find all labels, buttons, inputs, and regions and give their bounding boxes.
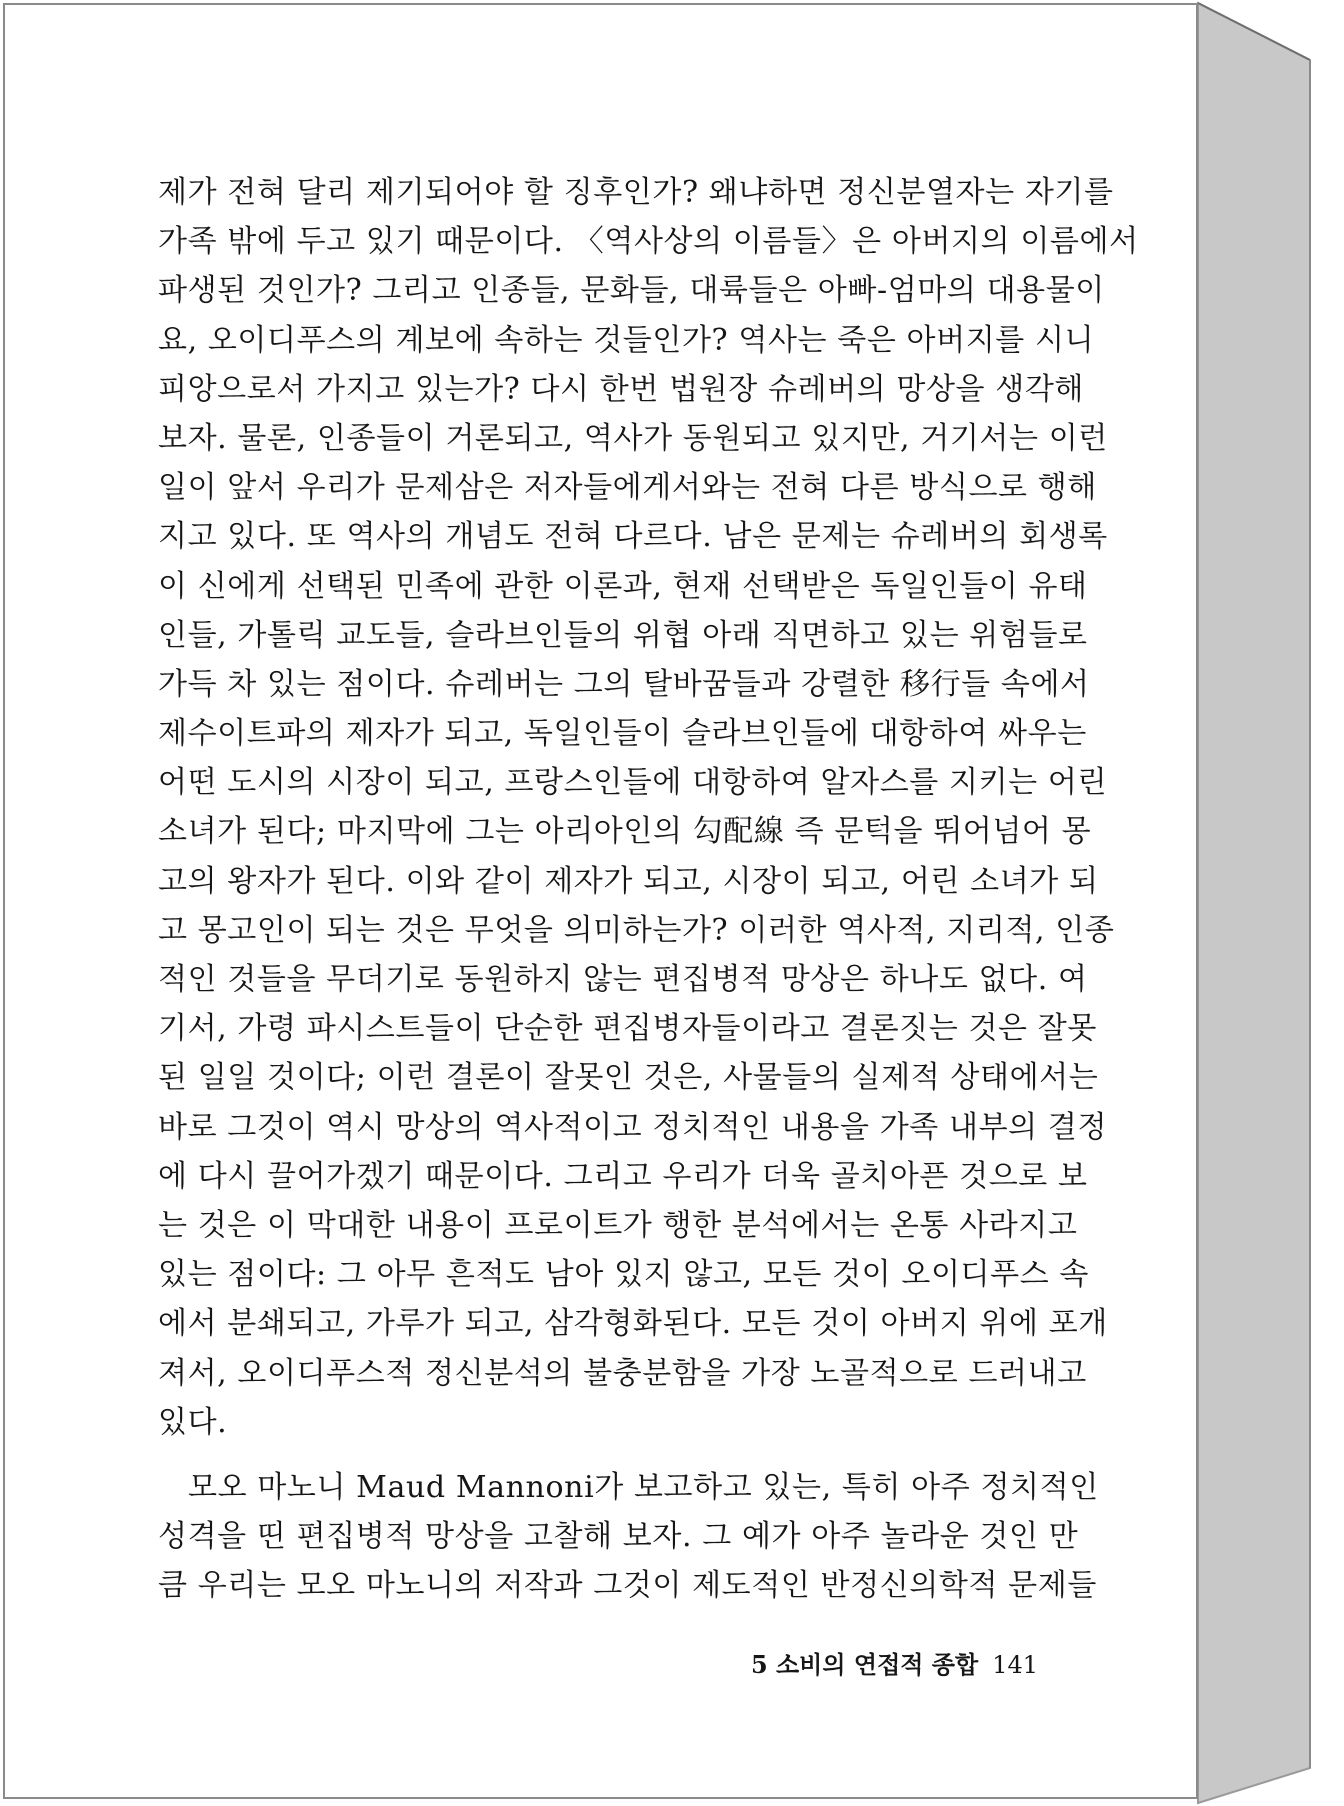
text-line: 는 것은 이 막대한 내용이 프로이트가 행한 분석에서는 온통 사라지고: [158, 1207, 1078, 1243]
text-line: 소녀가 된다; 마지막에 그는 아리아인의 勾配線 즉 문턱을 뛰어넘어 몽: [158, 814, 1092, 850]
page-body-text: [158, 168, 1139, 1610]
text-line: 성격을 띤 편집병적 망상을 고찰해 보자. 그 예가 아주 놀라운 것인 만: [158, 1519, 1079, 1555]
text-line: 파생된 것인가? 그리고 인종들, 문화들, 대륙들은 아빠-엄마의 대용물이: [158, 273, 1105, 309]
text-line: 있다.: [158, 1404, 228, 1440]
text-line: 적인 것들을 무더기로 동원하지 않는 편집병적 망상은 하나도 없다. 여: [158, 962, 1088, 997]
text-line: 가득 차 있는 점이다. 슈레버는 그의 탈바꿈들과 강렬한 移行들 속에서: [158, 666, 1090, 702]
text-line: 바로 그것이 역시 망상의 역사적이고 정치적인 내용을 가족 내부의 결정: [158, 1109, 1108, 1145]
text-line: 제가 전혀 달리 제기되어야 할 징후인가? 왜냐하면 정신분열자는 자기를: [158, 175, 1114, 210]
text-line: 보자. 물론, 인종들이 거론되고, 역사가 동원되고 있지만, 거기서는 이런: [158, 420, 1108, 456]
text-line: 기서, 가령 파시스트들이 단순한 편집병자들이라고 결론짓는 것은 잘못: [158, 1011, 1097, 1047]
paragraph-2: [158, 1463, 1099, 1611]
text-line: 인들, 가톨릭 교도들, 슬라브인들의 위협 아래 직면하고 있는 위험들로: [158, 617, 1088, 653]
text-line: 요, 오이디푸스의 계보에 속하는 것들인가? 역사는 죽은 아버지를 시니: [158, 322, 1095, 358]
text-line: 큼 우리는 모오 마노니의 저작과 그것이 제도적인 반정신의학적 문제들: [158, 1568, 1097, 1604]
text-line: 지고 있다. 또 역사의 개념도 전혀 다르다. 남은 문제는 슈레버의 회생록: [158, 519, 1108, 555]
text-line: 가족 밖에 두고 있기 때문이다. 〈역사상의 이름들〉은 아버지의 이름에서: [158, 224, 1139, 260]
text-line: 이 신에게 선택된 민족에 관한 이론과, 현재 선택받은 독일인들이 유태: [158, 568, 1088, 604]
text-line: 제수이트파의 제자가 되고, 독일인들이 슬라브인들에 대항하여 싸우는: [158, 716, 1087, 752]
running-footer-chapter: 5 소비의 연접적 종합: [750, 1650, 979, 1679]
text-line: 있는 점이다: 그 아무 흔적도 남아 있지 않고, 모든 것이 오이디푸스 속: [158, 1257, 1089, 1293]
text-line: 모오 마노니 Maud Mannoni가 보고하고 있는, 특히 아주 정치적인: [188, 1469, 1099, 1505]
text-line: 고 몽고인이 되는 것은 무엇을 의미하는가? 이러한 역사적, 지리적, 인종: [158, 912, 1115, 948]
page-number: 141: [992, 1651, 1038, 1679]
text-line: 에서 분쇄되고, 가루가 되고, 삼각형화된다. 모든 것이 아버지 위에 포개: [158, 1306, 1108, 1342]
text-line: 에 다시 끌어가겠기 때문이다. 그리고 우리가 더욱 골치아픈 것으로 보: [158, 1158, 1088, 1194]
page-footer: [726, 1645, 1038, 1680]
text-line: 어떤 도시의 시장이 되고, 프랑스인들에 대항하여 알자스를 지키는 어린: [158, 765, 1108, 801]
text-line: 피앙으로서 가지고 있는가? 다시 한번 법원장 슈레버의 망상을 생각해: [158, 371, 1085, 407]
text-line: 일이 앞서 우리가 문제삼은 저자들에게서와는 전혀 다른 방식으로 행해: [158, 470, 1097, 506]
text-line: 된 일일 것이다; 이런 결론이 잘못인 것은, 사물들의 실제적 상태에서는: [158, 1060, 1099, 1096]
text-line: 져서, 오이디푸스적 정신분석의 불충분함을 가장 노골적으로 드러내고: [158, 1355, 1087, 1391]
text-line: 고의 왕자가 된다. 이와 같이 제자가 되고, 시장이 되고, 어린 소녀가 되: [158, 863, 1099, 899]
paragraph-1: [158, 168, 1139, 1447]
